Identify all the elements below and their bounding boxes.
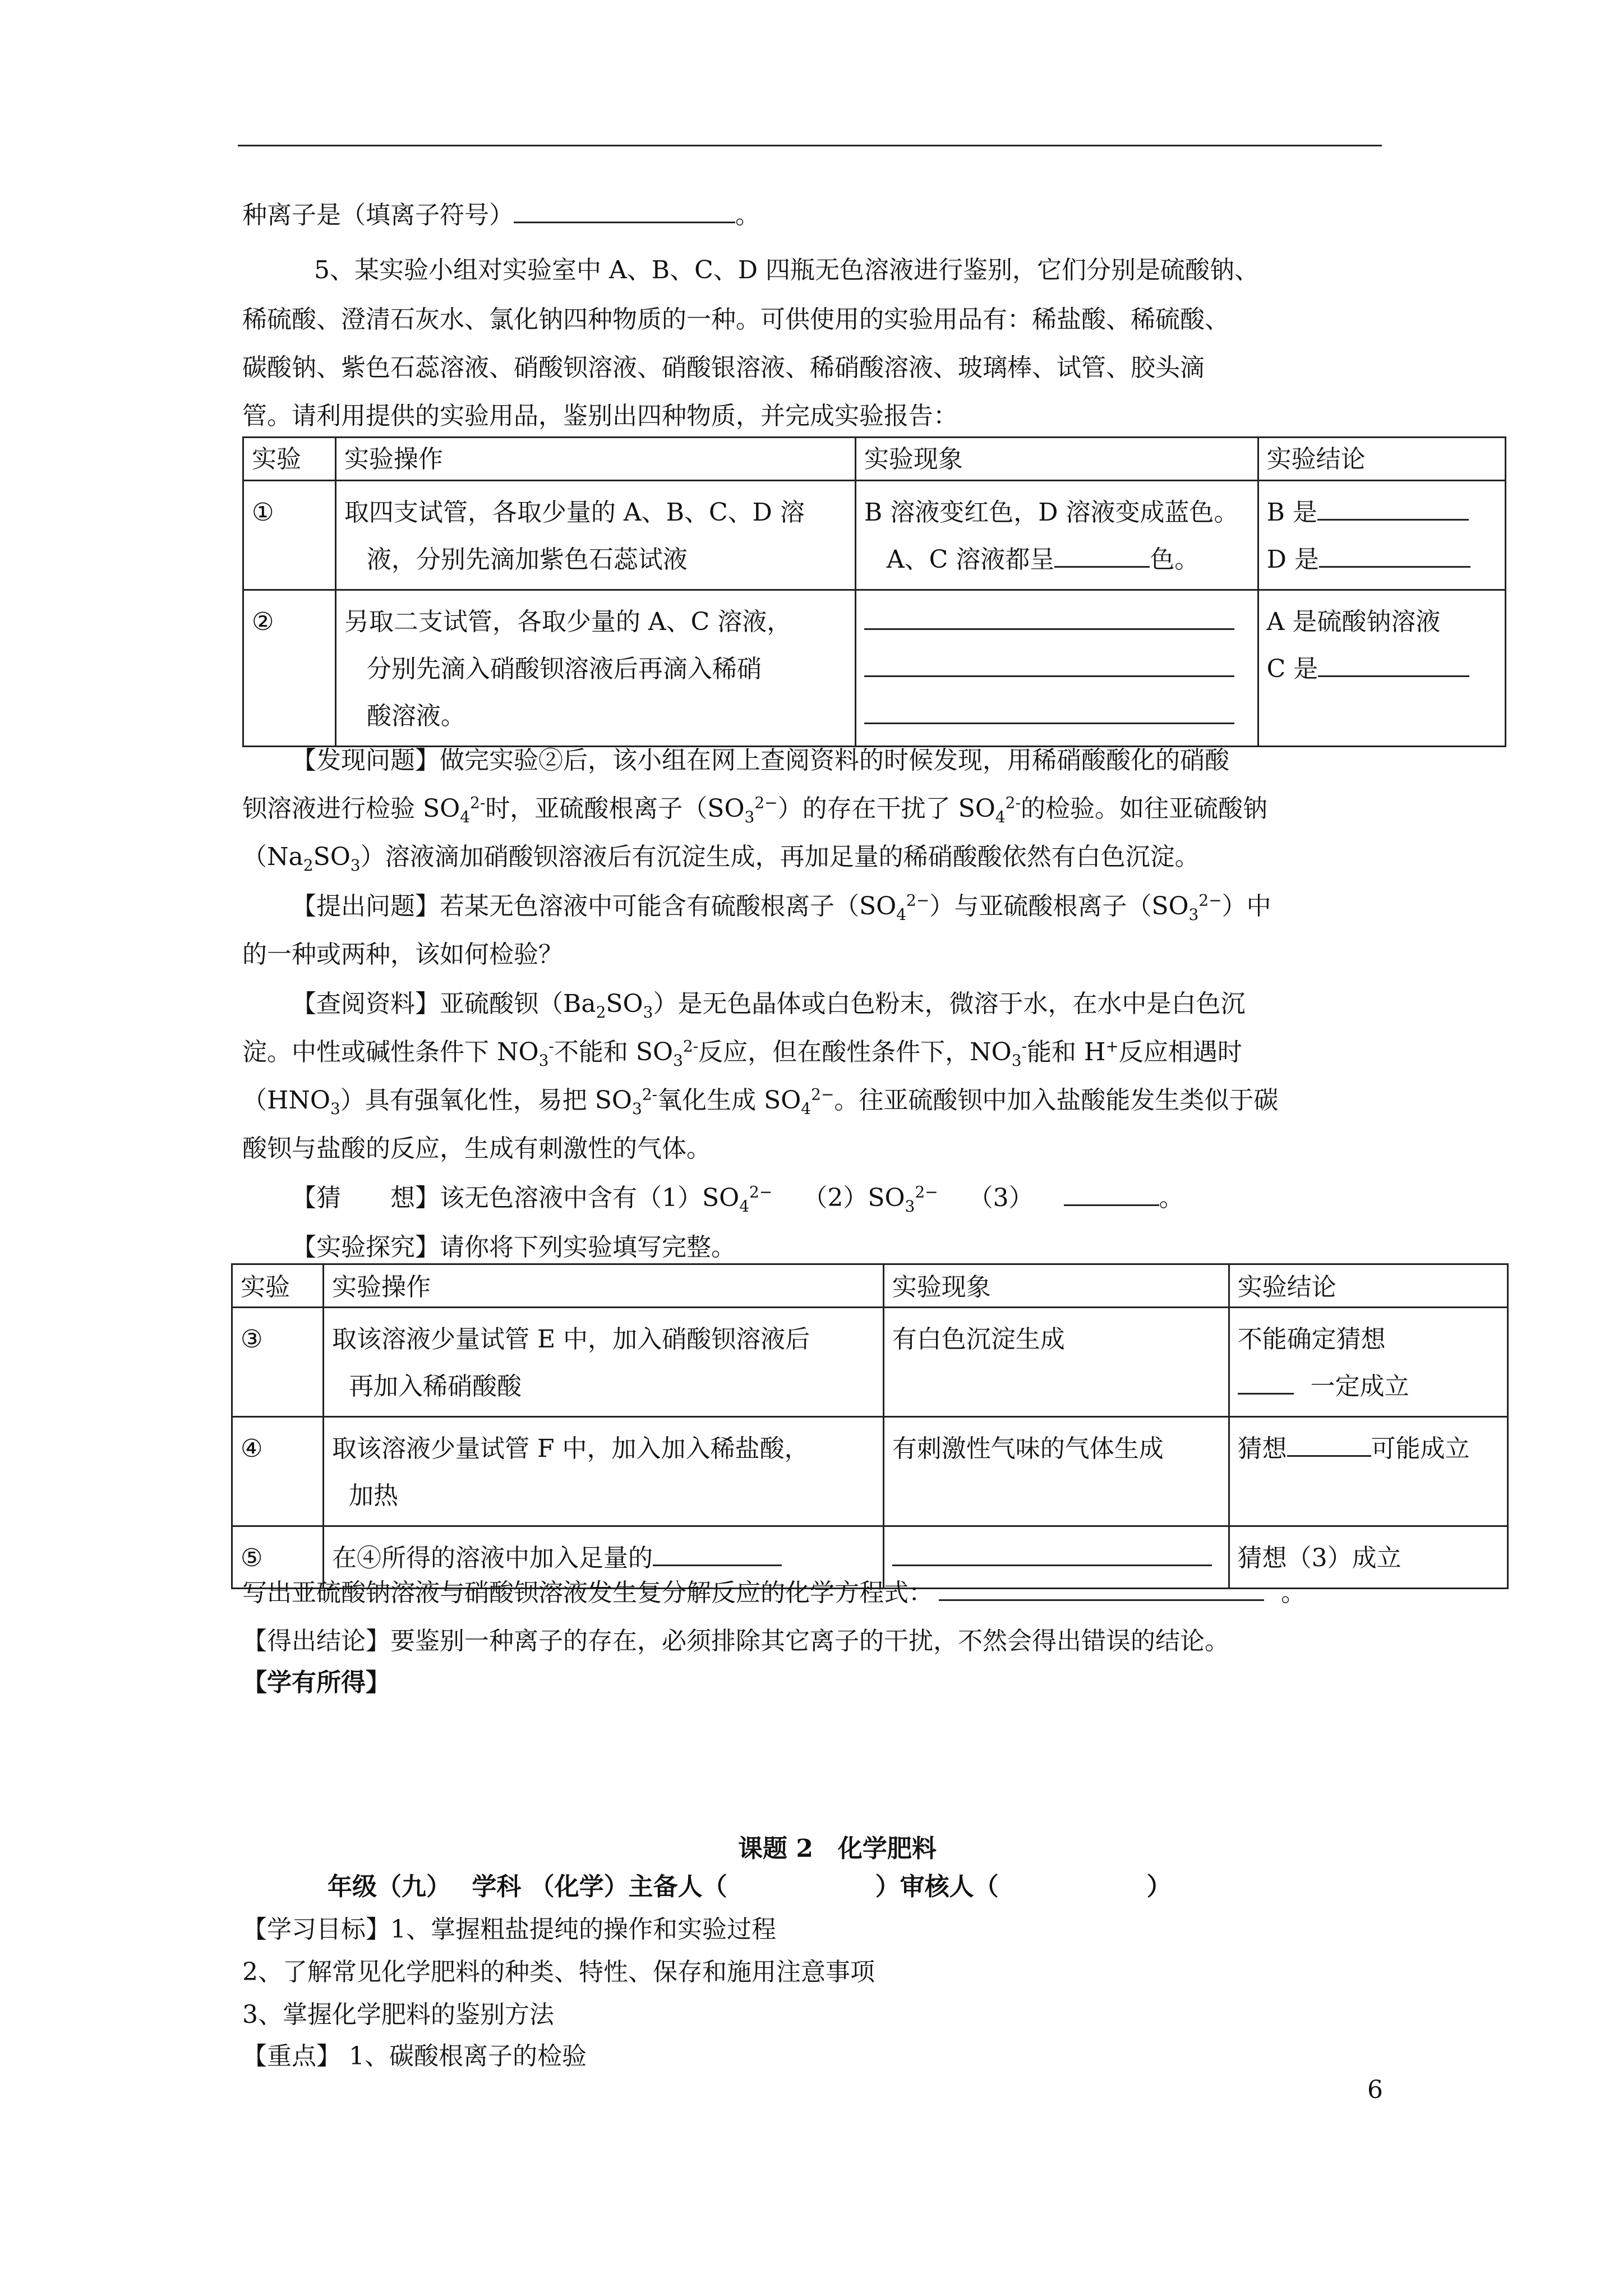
found-line-2: 钡溶液进行检验 $SO_4^{2-}$时，亚硫酸根离子$(SO_3^{2-})$的存在干扰了 $SO_4^{2-}$的检验。如往亚硫酸钠 bbox=[242, 793, 1267, 826]
gain-heading: 【学有所得】 bbox=[242, 1668, 390, 1697]
answer-blank[interactable] bbox=[1318, 653, 1469, 677]
found-line-1: 【发现问题】做完实验②后，该小组在网上查阅资料的时候发现，用稀硝酸酸化的硝酸 bbox=[292, 746, 1229, 775]
operation-cell: 取该溶液少量试管 F 中，加入加入稀盐酸， 加热 bbox=[324, 1417, 884, 1526]
experiment-number: ① bbox=[243, 481, 336, 590]
header-cell: 实验 bbox=[232, 1264, 324, 1308]
answer-blank[interactable] bbox=[1064, 1182, 1159, 1206]
experiment-table-1 bbox=[242, 436, 1506, 747]
answer-blank[interactable] bbox=[1054, 544, 1150, 568]
phenomenon-cell bbox=[855, 590, 1258, 747]
header-cell: 实验结论 bbox=[1258, 438, 1505, 481]
answer-blank[interactable] bbox=[892, 1542, 1212, 1566]
ref-line-4: 酸钡与盐酸的反应，生成有刺激性的气体。 bbox=[242, 1134, 711, 1163]
table-header-row bbox=[243, 438, 1506, 481]
lesson-title: 课题 2 化学肥料 bbox=[738, 1834, 937, 1863]
answer-blank[interactable] bbox=[1319, 544, 1470, 568]
answer-blank[interactable] bbox=[1238, 1370, 1294, 1395]
answer-blank[interactable] bbox=[864, 700, 1234, 724]
header-cell: 实验 bbox=[243, 438, 336, 481]
goal-line-1: 【学习目标】1、掌握粗盐提纯的操作和实验过程 bbox=[242, 1915, 776, 1944]
experiment-number: ④ bbox=[232, 1417, 324, 1526]
answer-blank[interactable] bbox=[653, 1542, 782, 1566]
operation-cell: 在④所得的溶液中加入足量的 bbox=[324, 1526, 884, 1589]
phenomenon-cell: B 溶液变红色，D 溶液变成蓝色。 A、C 溶液都呈 色。 bbox=[855, 481, 1258, 590]
phenomenon-cell: 有白色沉淀生成 bbox=[883, 1308, 1229, 1417]
page-number: 6 bbox=[1367, 2076, 1383, 2104]
experiment-number: ⑤ bbox=[232, 1526, 324, 1589]
experiment-number: ③ bbox=[232, 1308, 324, 1417]
lesson-meta: 年级（九） 学科 （化学）主备人（ ）审核人（ ） bbox=[328, 1872, 1172, 1901]
ref-line-1: 【查阅资料】亚硫酸钡$(Ba_2SO_3)$是无色晶体或白色粉末，微溶于水，在水中是白色沉 bbox=[292, 990, 1246, 1022]
answer-blank[interactable] bbox=[1317, 496, 1469, 521]
header-rule bbox=[238, 145, 1382, 146]
intro-tail-line: 种离子是（填离子符号） 。 bbox=[242, 199, 760, 232]
ref-line-2: 淀。中性或碱性条件下 $NO_3^-$不能和 $SO_3^{2-}$反应，但在酸性条件下，$NO_3^-$能和 H+反应相遇时 bbox=[242, 1037, 1242, 1070]
conclusion-cell: 猜想（3）成立 bbox=[1229, 1526, 1507, 1589]
header-cell: 实验现象 bbox=[855, 438, 1258, 481]
conclusion-cell: 猜想 可能成立 bbox=[1229, 1417, 1507, 1526]
answer-blank[interactable] bbox=[514, 199, 735, 223]
table-row bbox=[232, 1417, 1508, 1526]
q5-line-1: 5、某实验小组对实验室中 A、B、C、D 四瓶无色溶液进行鉴别，它们分别是硫酸钠、 bbox=[314, 256, 1260, 284]
table-row bbox=[243, 590, 1506, 747]
experiment-number: ② bbox=[243, 590, 336, 747]
conclusion-cell: B 是 D 是 bbox=[1258, 481, 1505, 590]
answer-blank[interactable] bbox=[1287, 1433, 1371, 1457]
header-cell: 实验现象 bbox=[883, 1264, 1229, 1308]
phenomenon-cell: 有刺激性气味的气体生成 bbox=[883, 1417, 1229, 1526]
q5-line-2: 稀硫酸、澄清石灰水、氯化钠四种物质的一种。可供使用的实验用品有：稀盐酸、稀硫酸、 bbox=[242, 305, 1229, 334]
guess-line: 【猜 想】该无色溶液中含有$(1)SO_4^{2-}$ $(2)SO_3^{2-}$ （3） 。 bbox=[292, 1182, 1184, 1216]
key-line: 【重点】 1、碳酸根离子的检验 bbox=[242, 2042, 587, 2070]
q5-line-3: 碳酸钠、紫色石蕊溶液、硝酸钡溶液、硝酸银溶液、稀硝酸溶液、玻璃棒、试管、胶头滴 bbox=[242, 353, 1205, 382]
operation-cell: 取该溶液少量试管 E 中，加入硝酸钡溶液后 再加入稀硝酸酸 bbox=[324, 1308, 884, 1417]
ref-line-3: $(HNO_3)$具有强氧化性，易把 $SO_3^{2-}$氧化生成 $SO_4^{2-}$。往亚硫酸钡中加入盐酸能发生类似于碳 bbox=[242, 1085, 1279, 1118]
header-cell: 实验结论 bbox=[1229, 1264, 1507, 1308]
answer-blank[interactable] bbox=[864, 653, 1234, 677]
experiment-table-2 bbox=[231, 1263, 1509, 1589]
conclusion-cell: 不能确定猜想 一定成立 bbox=[1229, 1308, 1507, 1417]
q5-line-4: 管。请利用提供的实验用品，鉴别出四种物质，并完成实验报告： bbox=[242, 402, 958, 430]
conclusion-line: 【得出结论】要鉴别一种离子的存在，必须排除其它离子的干扰，不然会得出错误的结论。 bbox=[242, 1627, 1229, 1655]
conclusion-cell: A 是硫酸钠溶液 C 是 bbox=[1258, 590, 1505, 747]
answer-blank[interactable] bbox=[939, 1577, 1264, 1601]
header-cell: 实验操作 bbox=[324, 1264, 884, 1308]
equation-line: 写出亚硫酸钠溶液与硝酸钡溶液发生复分解反应的化学方程式： 。 bbox=[242, 1576, 1306, 1610]
operation-cell: 取四支试管，各取少量的 A、B、C、D 溶 液，分别先滴加紫色石蕊试液 bbox=[335, 481, 855, 590]
explore-line: 【实验探究】请你将下列实验填写完整。 bbox=[292, 1233, 736, 1262]
found-line-3: $(Na_2SO_3)$溶液滴加硝酸钡溶液后有沉淀生成，再加足量的稀硝酸酸依然有白色沉淀。 bbox=[242, 843, 1200, 875]
goal-line-2: 2、了解常见化学肥料的种类、特性、保存和施用注意事项 bbox=[242, 1958, 875, 1986]
table-row bbox=[243, 481, 1506, 590]
table-row bbox=[232, 1308, 1508, 1417]
goal-line-3: 3、掌握化学肥料的鉴别方法 bbox=[242, 2000, 554, 2029]
raise-line-2: 的一种或两种，该如何检验？ bbox=[242, 940, 563, 969]
table-header-row bbox=[232, 1264, 1508, 1308]
header-cell: 实验操作 bbox=[335, 438, 855, 481]
operation-cell: 另取二支试管，各取少量的 A、C 溶液， 分别先滴入硝酸钡溶液后再滴入稀硝 酸溶液。 bbox=[335, 590, 855, 747]
answer-blank[interactable] bbox=[864, 606, 1234, 630]
raise-line-1: 【提出问题】若某无色溶液中可能含有硫酸根离子$(SO_4^{2-})$与亚硫酸根离子$(SO_3^{2-})$中 bbox=[292, 891, 1271, 924]
